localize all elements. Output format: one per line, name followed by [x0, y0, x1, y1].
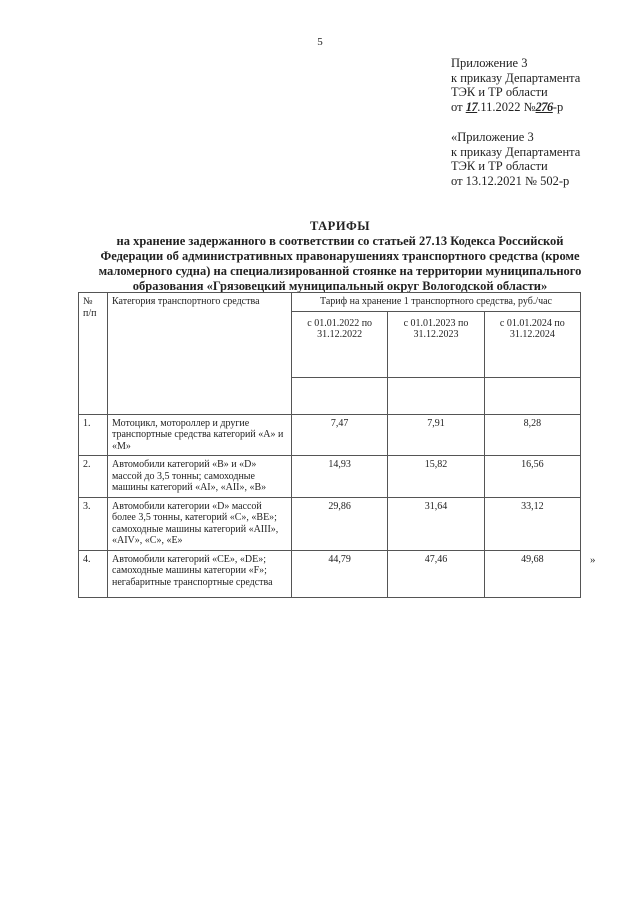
row-category: Автомобили категорий «СЕ», «DE»; самоходные машины категории «F»; негабаритные транспортные средства [108, 550, 292, 597]
closing-quote: » [590, 554, 596, 566]
row-value-2022: 29,86 [292, 497, 388, 550]
row-category: Автомобили категории «D» массой более 3,5 тонны, категорий «С», «ВЕ»; самоходные машины категорий «AIII», «AIV», «С», «Е» [108, 497, 292, 550]
table-row [79, 497, 581, 550]
table-header-row [79, 293, 581, 312]
table-row [79, 456, 581, 498]
row-num: 2. [79, 456, 108, 498]
page-number: 5 [317, 36, 323, 48]
header-period-2024: с 01.01.2024 по 31.12.2024 [484, 311, 580, 377]
appendix-previous-block [451, 130, 580, 188]
row-value-2022: 7,47 [292, 414, 388, 456]
title-heading: ТАРИФЫ [309, 219, 371, 233]
row-value-2023: 31,64 [388, 497, 484, 550]
date-rest: .11.2022 № [477, 99, 536, 114]
appendix-previous-line3: ТЭК и ТР области [451, 159, 548, 173]
spacer-cell [484, 377, 580, 414]
tariffs-table [78, 292, 581, 598]
appendix-previous-line2: к приказу Департамента [451, 144, 581, 159]
header-period-2022: с 01.01.2022 по 31.12.2022 [292, 311, 388, 377]
appendix-current-date [451, 100, 580, 115]
date-prefix: от [451, 99, 466, 114]
header-tariff: Тариф на хранение 1 транспортного средства, руб./час [292, 293, 581, 312]
handwritten-order-number: 276 [535, 99, 553, 114]
title-line4: образования «Грязовецкий муниципальный округ Вологодской области» [132, 279, 548, 293]
header-num: № п/п [79, 293, 108, 415]
row-value-2023: 47,46 [388, 550, 484, 597]
appendix-current-line2: к приказу Департамента [451, 70, 581, 85]
handwritten-day: 17 [465, 99, 478, 114]
row-value-2024: 33,12 [484, 497, 580, 550]
title-line1: на хранение задержанного в соответствии со статьей 27.13 Кодекса Российской [116, 234, 564, 248]
row-value-2023: 15,82 [388, 456, 484, 498]
appendix-current-line1: Приложение 3 [451, 56, 528, 70]
table-row [79, 550, 581, 597]
header-period-2023: с 01.01.2023 по 31.12.2023 [388, 311, 484, 377]
row-value-2023: 7,91 [388, 414, 484, 456]
appendix-previous-line4: от 13.12.2021 № 502-р [451, 173, 570, 188]
row-category: Мотоцикл, мотороллер и другие транспортные средства категорий «А» и «М» [108, 414, 292, 456]
spacer-cell [388, 377, 484, 414]
title-line2: Федерации об административных правонарушениях транспортного средства (кроме [100, 249, 580, 263]
order-suffix: -р [552, 99, 564, 114]
row-num: 3. [79, 497, 108, 550]
row-value-2024: 49,68 [484, 550, 580, 597]
row-num: 1. [79, 414, 108, 456]
row-value-2024: 16,56 [484, 456, 580, 498]
appendix-current-line3: ТЭК и ТР области [451, 85, 548, 99]
appendix-current-block [451, 56, 580, 114]
header-category: Категория транспортного средства [108, 293, 292, 415]
row-category: Автомобили категорий «В» и «D» массой до 3,5 тонны; самоходные машины категорий «AI», «AII», «В» [108, 456, 292, 498]
row-num: 4. [79, 550, 108, 597]
appendix-previous-line1: «Приложение 3 [451, 130, 534, 144]
row-value-2024: 8,28 [484, 414, 580, 456]
document-title [40, 219, 640, 294]
row-value-2022: 14,93 [292, 456, 388, 498]
row-value-2022: 44,79 [292, 550, 388, 597]
spacer-cell [292, 377, 388, 414]
title-line3: маломерного судна) на специализированной стоянке на территории муниципального [98, 264, 582, 278]
table-row [79, 414, 581, 456]
